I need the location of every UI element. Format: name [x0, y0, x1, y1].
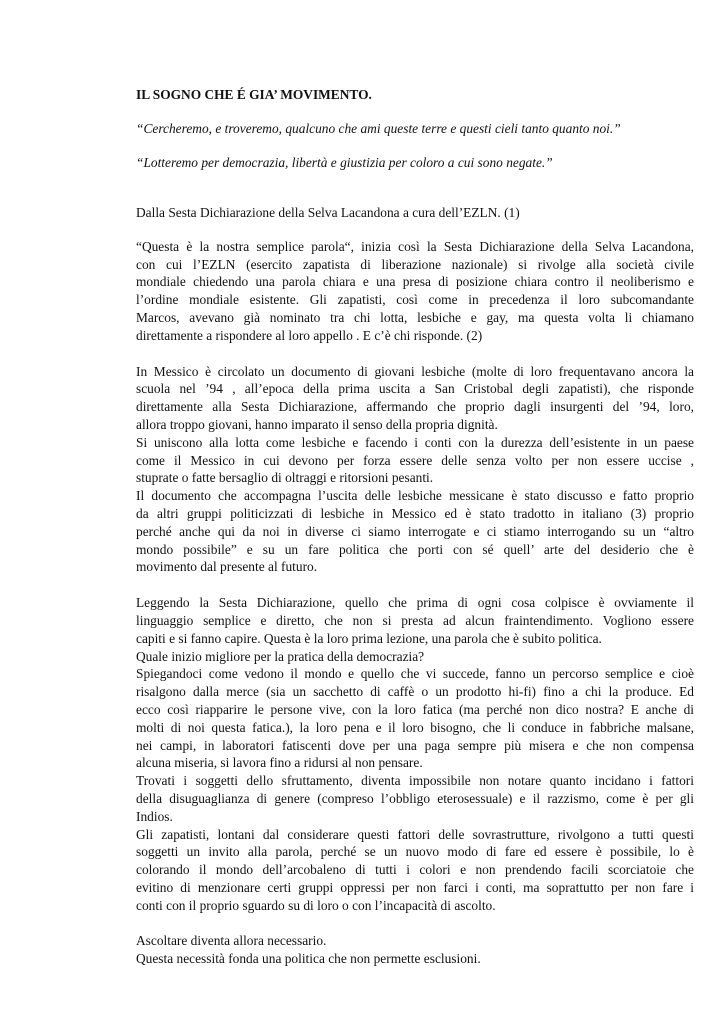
- paragraph-4-line: Questa necessità fonda una politica che non permette esclusioni.: [136, 951, 481, 967]
- paragraph-3-line: Indios.: [136, 808, 173, 824]
- paragraph-4-line: Ascoltare diventa allora necessario.: [136, 933, 327, 949]
- paragraph-2-line: allora troppo giovani, hanno imparato il senso della propria dignità.: [136, 416, 498, 432]
- paragraph-1: [136, 238, 694, 345]
- paragraph-3-line: Leggendo la Sesta Dichiarazione, quello che prima di ogni cosa colpisce è ovviamente il: [136, 595, 694, 611]
- paragraph-4: [136, 932, 694, 968]
- paragraph-3-line: Trovati i soggetti dello sfruttamento, diventa impossibile non notare quanto incidano i fattori: [136, 773, 694, 789]
- source-line: Dalla Sesta Dichiarazione della Selva Lacandona a cura dell’EZLN. (1): [136, 205, 520, 220]
- paragraph-2-line: perché anche qui da noi in diverse ci siamo interrogate e ci stiamo interrogando su un “altro: [136, 523, 694, 539]
- paragraph-1-line: con cui l’EZLN (esercito zapatista di liberazione nazionale) si rivolge alla società civile: [136, 256, 694, 272]
- paragraph-2-line: stuprate o fatte bersaglio di oltraggi e ritorsioni pesanti.: [136, 470, 434, 486]
- paragraph-3-line: alcuna miseria, si lavora fino a ridursi al non pensare.: [136, 755, 423, 771]
- paragraph-3-line: Quale inizio migliore per la pratica della democrazia?: [136, 648, 425, 664]
- paragraph-2-line: movimento dal presente al futuro.: [136, 559, 318, 575]
- paragraph-1-line: direttamente a rispondere al loro appello . E c’è chi risponde. (2): [136, 327, 483, 343]
- paragraph-3-line: risalgono dalla merce (sia un sacchetto di caffè o un prodotto hi-fi) fino a chi la produce. Ed: [136, 684, 694, 700]
- paragraph-3-line: conti con il proprio sguardo su di loro o con l’incapacità di ascolto.: [136, 897, 496, 913]
- paragraph-3: [136, 594, 694, 914]
- paragraph-2-line: da altri gruppi politicizzati di lesbiche in Messico ed è stato tradotto in italiano (3) proprio: [136, 505, 694, 521]
- paragraph-3-line: ecco così riapparire le persone vive, con la loro fatica (ma perché non dico nostra? E anche di: [136, 701, 694, 717]
- paragraph-2-line: Si uniscono alla lotta come lesbiche e facendo i conti con la durezza dell’esistente in un paese: [136, 434, 694, 450]
- paragraph-3-line: nei campi, in laboratori fatiscenti dove per una paga sempre più misera e che non compensa: [136, 737, 694, 753]
- paragraph-2-line: direttamente alla Sesta Dichiarazione, affermando che proprio dagli insurgenti del ’94, loro,: [136, 399, 694, 415]
- paragraph-1-line: Marcos, avevano già nominato tra chi lotta, lesbiche e gay, ma questa volta li chiamano: [136, 309, 694, 325]
- paragraph-3-line: colorando il mondo dell’arcobaleno di tutti i colori e non prendendo facili scorciatoie che: [136, 862, 694, 878]
- document-page: [136, 86, 694, 968]
- paragraph-1-line: “Questa è la nostra semplice parola“, inizia così la Sesta Dichiarazione della Selva Lacandona,: [136, 238, 694, 254]
- paragraph-2-line: In Messico è circolato un documento di giovani lesbiche (molte di loro frequentavano ancora la: [136, 363, 694, 379]
- paragraph-1-line: mondiale chiedendo una parola chiara e una presa di posizione chiara contro il neoliberismo e: [136, 274, 694, 290]
- paragraph-2: [136, 363, 694, 577]
- epigraph-quote-1: “Cercheremo, e troveremo, qualcuno che ami queste terre e questi cieli tanto quanto noi.”: [136, 121, 621, 136]
- paragraph-3-line: molti di noi questa fatica.), la loro pena e il loro bisogno, che li conduce in fabbriche malsane,: [136, 719, 694, 735]
- paragraph-2-line: come il Messico in cui devono per forza essere delle senza volto per non essere uccise ,: [136, 452, 694, 468]
- paragraph-2-line: scuola nel ’94 , all’epoca della prima uscita a San Cristobal degli zapatisti), che risponde: [136, 381, 694, 397]
- paragraph-2-line: Il documento che accompagna l’uscita delle lesbiche messicane è stato discusso e fatto proprio: [136, 488, 694, 504]
- document-title: IL SOGNO CHE É GIA’ MOVIMENTO.: [136, 87, 372, 102]
- paragraph-3-line: evitino di menzionare certi gruppi oppressi per non farci i conti, ma soprattutto per non fare i: [136, 879, 694, 895]
- paragraph-3-line: Spiegandoci come vedono il mondo e quello che vi succede, fanno un percorso semplice e cioè: [136, 666, 694, 682]
- paragraph-3-line: della disuguaglianza di genere (compreso l’obbligo eterosessuale) e il razzismo, come è per gli: [136, 790, 694, 806]
- paragraph-2-line: mondo possibile” e su un fare politica che porti con sé quell’ arte del desiderio che è: [136, 541, 694, 557]
- paragraph-3-line: Gli zapatisti, lontani dal considerare questi fattori delle sovrastrutture, rivolgono a tutti questi: [136, 826, 694, 842]
- epigraph-quote-2: “Lotteremo per democrazia, libertà e giustizia per coloro a cui sono negate.”: [136, 155, 553, 170]
- paragraph-1-line: l’ordine mondiale esistente. Gli zapatisti, così come in precedenza il loro subcomandante: [136, 292, 694, 308]
- paragraph-3-line: capiti e si fanno capire. Questa è la loro prima lezione, una parola che è subito politica.: [136, 630, 602, 646]
- paragraph-3-line: linguaggio semplice e diretto, che non si presta ad alcun fraintendimento. Vogliono essere: [136, 612, 694, 628]
- paragraph-3-line: soggetti un invito alla parola, perché se un nuovo modo di fare ed essere è possibile, lo è: [136, 844, 694, 860]
